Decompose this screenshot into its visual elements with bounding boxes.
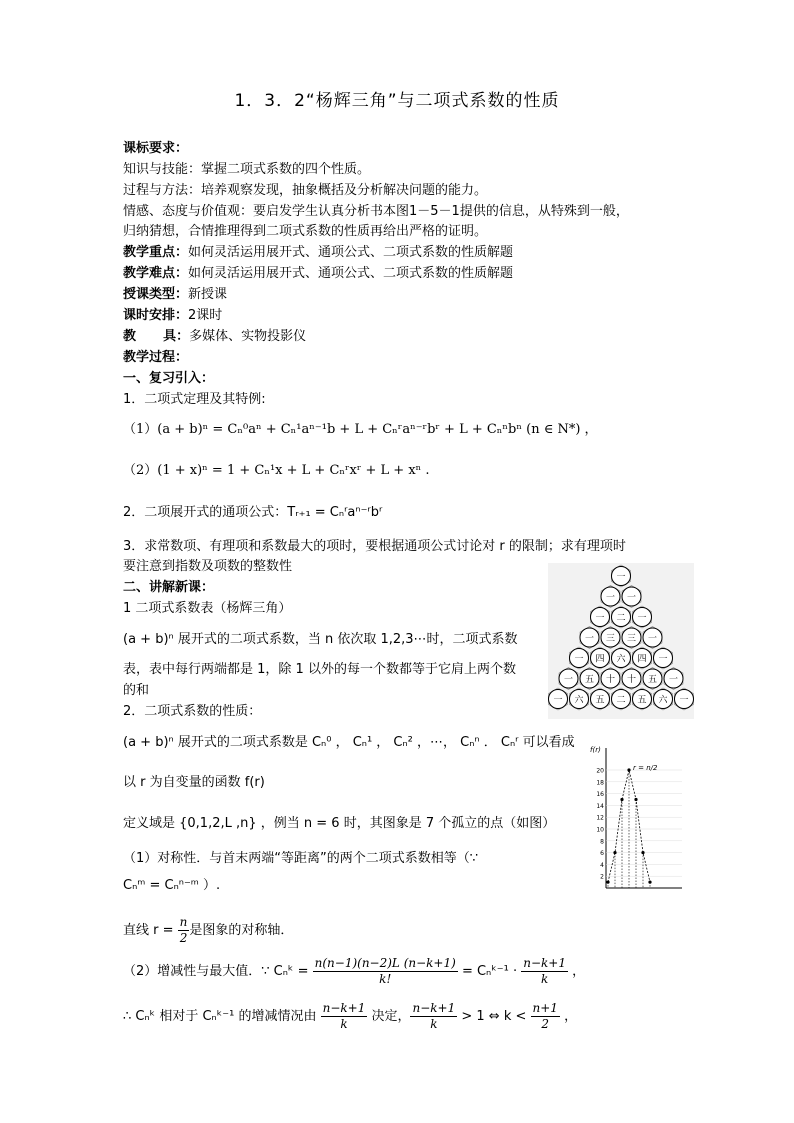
binomial-graph — [588, 740, 688, 900]
triangle-cell-label: 一 — [679, 695, 689, 706]
review-heading: 一、复习引入： — [123, 371, 215, 386]
triangle-cell-label: 一 — [668, 675, 679, 685]
y-tick-label: 14 — [596, 802, 604, 810]
triangle-cell-label: 一 — [595, 613, 605, 624]
property-text-2: 以 r 为自变量的函数 f(r) — [123, 775, 265, 790]
difficulty-line: 教学难点：如何灵活运用展开式、通项公式、二项式系数的性质解题 — [123, 266, 514, 281]
triangle-cell-label: 五 — [595, 695, 605, 706]
curve — [608, 770, 650, 882]
emotion-line-2: 归纳猜想，合情推理得到二项式系数的性质再给出严格的证明。 — [123, 224, 488, 239]
triangle-cell-label: 一 — [574, 654, 584, 665]
triangle-cell-label: 六 — [616, 654, 626, 665]
process-line: 过程与方法：培养观察发现，抽象概括及分析解决问题的能力。 — [123, 183, 488, 198]
triangle-cell-label: 二 — [616, 613, 626, 624]
triangle-cell-label: 四 — [637, 654, 647, 665]
triangle-cell-label: 一 — [647, 634, 658, 644]
formula-special: （2）(1 + x)ⁿ = 1 + Cₙ¹x + L + Cₙʳxʳ + L + xⁿ . — [123, 463, 430, 478]
knowledge-line: 知识与技能：掌握二项式系数的四个性质。 — [123, 162, 371, 177]
fraction: $\frac{n-k+1}{k}$ — [412, 1001, 456, 1031]
symmetry-annotation: r = n/2 — [633, 764, 658, 772]
data-point — [613, 851, 616, 854]
triangle-cell-label: 一 — [584, 634, 595, 644]
increase-line: （2）增减性与最大值．∵ Cₙᵏ = $\frac{n(n-1)(n-2)L (n-k+1)}{k!}$ = Cₙᵏ⁻¹ · $\frac{n-k+1}{k}$ ， — [123, 956, 586, 986]
tools-line: 教 具：多媒体、实物投影仪 — [123, 329, 307, 344]
y-tick-label: 16 — [596, 791, 604, 799]
hours-line: 课时安排：2课时 — [123, 308, 223, 323]
y-tick-label: 2 — [600, 873, 604, 881]
triangle-cell-label: 一 — [626, 593, 637, 603]
data-point — [620, 798, 623, 801]
y-tick-label: 20 — [596, 767, 604, 775]
new-item-2: 2．二项式系数的性质： — [123, 704, 262, 719]
triangle-text-2: 表，表中每行两端都是 1，除 1 以外的每一个数都等于它肩上两个数 — [123, 662, 516, 677]
lesson-type-line: 授课类型：新授课 — [123, 287, 228, 302]
triangle-cell-label: 一 — [658, 654, 668, 665]
process-heading: 教学过程： — [123, 350, 189, 365]
review-item-2: 2．二项展开式的通项公式：Tᵣ₊₁ = Cₙʳaⁿ⁻ʳbʳ — [123, 505, 383, 520]
triangle-cell-label: 一 — [563, 675, 574, 685]
triangle-cell-label: 五 — [584, 675, 595, 685]
y-tick-label: 12 — [596, 814, 604, 822]
review-item-1: 1．二项式定理及其特例: — [123, 392, 266, 407]
new-item-1: 1 二项式系数表（杨辉三角） — [123, 601, 292, 616]
section-heading: 课标要求： — [123, 141, 189, 156]
y-tick-label: 6 — [600, 850, 604, 858]
triangle-cell-label: 一 — [637, 613, 647, 624]
y-tick-label: 8 — [600, 838, 604, 846]
triangle-cell-label: 四 — [595, 654, 605, 665]
symmetry-text-2: Cₙᵐ = Cₙⁿ⁻ᵐ ）. — [123, 878, 221, 893]
fraction: $\frac{n-k+1}{k}$ — [322, 1001, 366, 1031]
new-lesson-heading: 二、讲解新课： — [123, 580, 215, 595]
triangle-cell-label: 三 — [605, 634, 616, 644]
yanghui-triangle — [548, 563, 694, 719]
triangle-cell-label: 二 — [616, 695, 626, 706]
domain-text: 定义域是 {0,1,2,L ,n} ，例当 n = 6 时，其图象是 7 个孤立的点（如图） — [123, 816, 556, 831]
triangle-cell-label: 六 — [658, 695, 668, 706]
triangle-cell-label: 五 — [647, 675, 658, 685]
y-axis-label: f(r) — [590, 746, 601, 754]
fraction: $\frac{n}{2}$ — [179, 915, 188, 945]
triangle-cell-label: 十 — [605, 675, 616, 685]
review-item-3b: 要注意到指数及项数的整数性 — [123, 559, 293, 574]
fraction: $\frac{n(n-1)(n-2)L (n-k+1)}{k!}$ — [314, 956, 456, 986]
page-title: 1．3．2“杨辉三角”与二项式系数的性质 — [234, 91, 560, 111]
fraction: $\frac{n+1}{2}$ — [532, 1001, 558, 1031]
fraction: $\frac{n-k+1}{k}$ — [523, 956, 566, 986]
triangle-text-3: 的和 — [123, 683, 150, 698]
triangle-cell-label: 五 — [637, 695, 647, 706]
triangle-cell-label: 一 — [616, 572, 626, 583]
triangle-text-1: (a + b)ⁿ 展开式的二项式系数，当 n 依次取 1,2,3⋯时，二项式系数 — [123, 632, 518, 647]
data-point — [634, 798, 637, 801]
key-point-line: 教学重点：如何灵活运用展开式、通项公式、二项式系数的性质解题 — [123, 245, 514, 260]
y-tick-label: 10 — [596, 826, 604, 834]
review-item-3a: 3．求常数项、有理项和系数最大的项时，要根据通项公式讨论对 r 的限制；求有理项时 — [123, 539, 626, 554]
data-point — [606, 881, 609, 884]
triangle-cell-label: 十 — [626, 675, 637, 685]
y-tick-label: 4 — [600, 861, 604, 869]
emotion-line-1: 情感、态度与价值观：要启发学生认真分析书本图1－5－1提供的信息，从特殊到一般， — [123, 204, 629, 219]
symmetry-text-1: （1）对称性．与首末两端“等距离”的两个二项式系数相等（∵ — [123, 851, 479, 866]
data-point — [627, 768, 630, 771]
triangle-cell-label: 三 — [626, 634, 637, 644]
data-point — [641, 851, 644, 854]
data-point — [648, 881, 651, 884]
conclusion-line: ∴ Cₙᵏ 相对于 Cₙᵏ⁻¹ 的增减情况由 $\frac{n-k+1}{k}$ 决定， $\frac{n-k+1}{k}$ > 1 ⇔ k < $\frac{n+1}{2}$ ， — [123, 1001, 578, 1031]
axis-line: 直线 r = $\frac{n}{2}$ 是图象的对称轴． — [123, 915, 294, 945]
triangle-cell-label: 六 — [574, 695, 584, 706]
y-tick-label: 18 — [596, 779, 604, 787]
triangle-cell-label: 一 — [605, 593, 616, 603]
formula-binomial: （1）(a + b)ⁿ = Cₙ⁰aⁿ + Cₙ¹aⁿ⁻¹b + L + Cₙʳaⁿ⁻ʳbʳ + L + Cₙⁿbⁿ (n ∈ N*) ， — [123, 422, 598, 437]
property-text-1: (a + b)ⁿ 展开式的二项式系数是 Cₙ⁰ ， Cₙ¹ ， Cₙ² ，⋯， Cₙⁿ ． Cₙʳ 可以看成 — [123, 735, 575, 750]
triangle-cell-label: 一 — [553, 695, 563, 706]
